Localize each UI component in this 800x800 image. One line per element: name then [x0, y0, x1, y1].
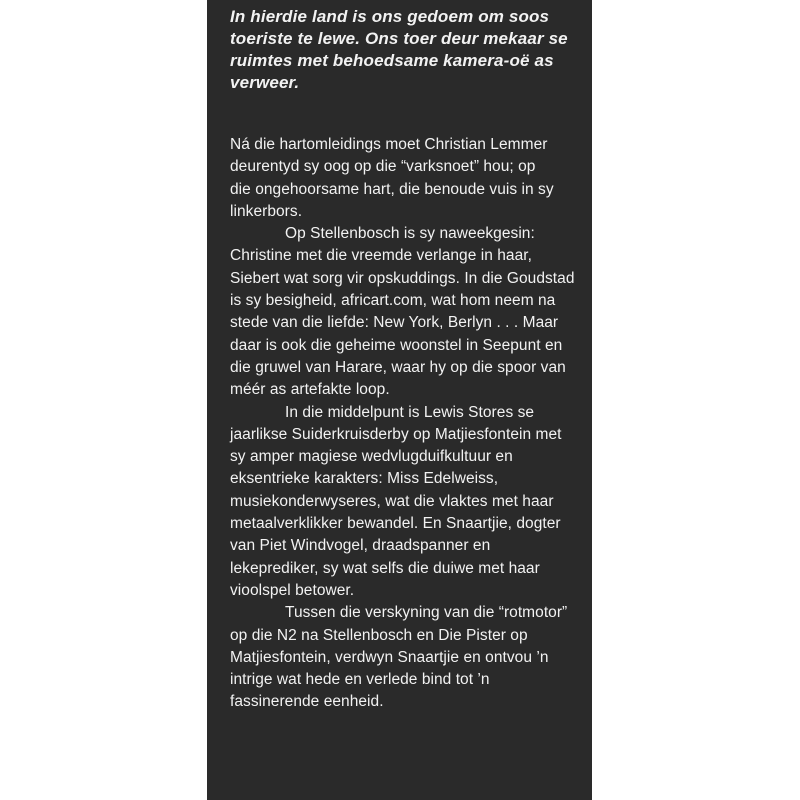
blurb-panel	[207, 0, 592, 800]
text-line: Ná die hartomleidings moet Christian Lemmer	[230, 136, 548, 153]
text-line: op die N2 na Stellenbosch en Die Pister op	[230, 626, 528, 644]
text-line: metaalverklikker bewandel. En Snaartjie, dogter	[230, 515, 561, 533]
text-line: Christine met die vreemde verlange in haar,	[230, 247, 532, 265]
text-line: Matjiesfontein, verdwyn Snaartjie en ontvou ’n	[230, 648, 549, 666]
text-line: die ongehoorsame hart, die benoude vuis in sy	[230, 180, 554, 198]
text-line: deurentyd sy oog op die “varksnoet” hou; op	[230, 158, 536, 176]
text-line: vioolspel betower.	[230, 581, 355, 599]
blurb-body	[230, 134, 578, 714]
quote-line: verweer.	[230, 73, 300, 92]
text-line: stede van die liefde: New York, Berlyn . . . Maar	[230, 314, 559, 332]
paragraph-1	[230, 134, 578, 223]
quote-line: In hierdie land is ons gedoem om soos	[230, 7, 550, 26]
text-line: linkerbors.	[230, 202, 303, 220]
text-line: is sy besigheid, africart.com, wat hom neem na	[230, 292, 556, 310]
text-line: intrige wat hede en verlede bind tot ’n	[230, 671, 490, 689]
paragraph-3	[230, 402, 578, 603]
text-line: Tussen die verskyning van die “rotmotor”	[285, 604, 568, 622]
text-line: In die middelpunt is Lewis Stores se	[285, 403, 535, 421]
quote-line: toeriste te lewe. Ons toer deur mekaar se	[230, 29, 568, 48]
text-line: méér as artefakte loop.	[230, 381, 390, 399]
text-line: lekeprediker, sy wat selfs die duiwe met haar	[230, 559, 540, 577]
text-line: Siebert wat sorg vir opskuddings. In die Goudstad	[230, 269, 575, 287]
text-line: daar is ook die geheime woonstel in Seepunt en	[230, 336, 563, 354]
paragraph-2	[230, 223, 578, 401]
pull-quote	[230, 6, 578, 94]
text-line: musiekonderwyseres, wat die vlaktes met haar	[230, 492, 554, 510]
paragraph-4	[230, 602, 578, 713]
text-line: fassinerende eenheid.	[230, 693, 384, 711]
text-line: eksentrieke karakters: Miss Edelweiss,	[230, 470, 499, 488]
text-line: jaarlikse Suiderkruisderby op Matjiesfontein met	[230, 425, 562, 443]
text-line: van Piet Windvogel, draadspanner en	[230, 537, 491, 555]
text-line: Op Stellenbosch is sy naweekgesin:	[285, 225, 535, 243]
text-line: sy amper magiese wedvlugduifkultuur en	[230, 448, 513, 466]
quote-line: ruimtes met behoedsame kamera-oë as	[230, 51, 554, 70]
text-line: die gruwel van Harare, waar hy op die spoor van	[230, 358, 566, 376]
